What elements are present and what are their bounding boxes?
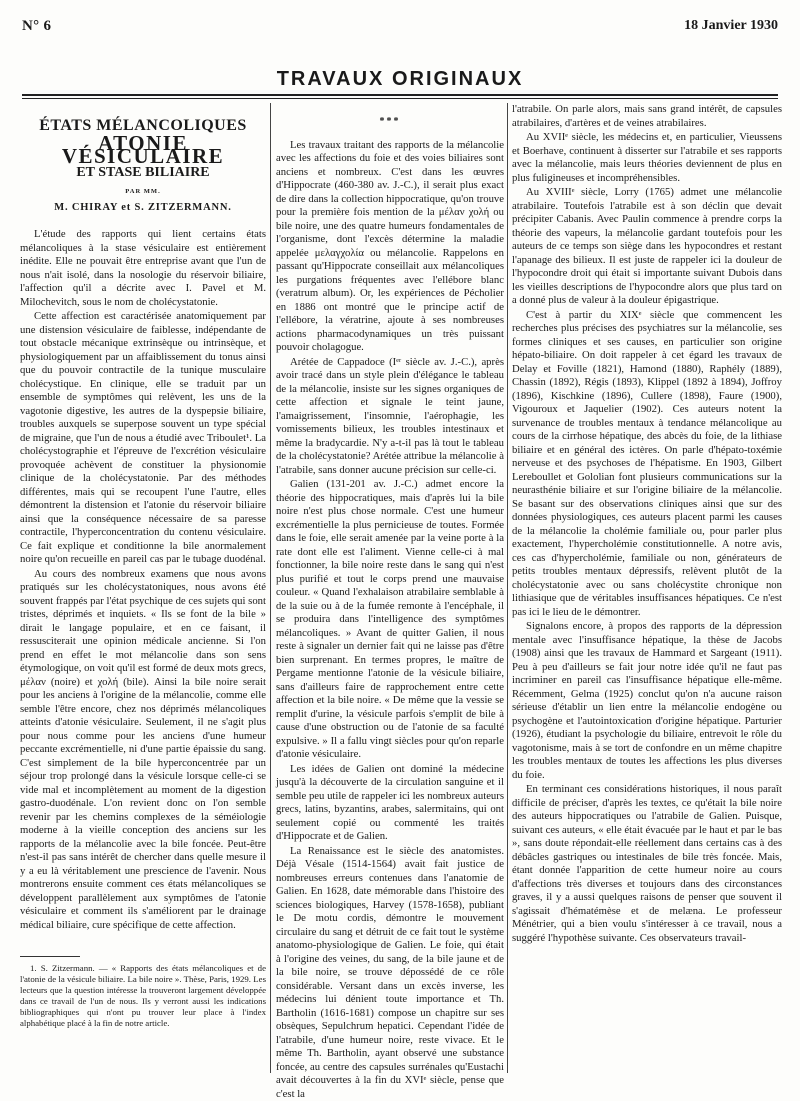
issue-number: N° 6 <box>22 18 51 35</box>
paragraph: Au XVIIIᵉ siècle, Lorry (1765) admet une mélancolie atrabilaire. Toutefois l'atrabile est à son déclin que devait précipiter Cabanis. Avec Paulin commence à prendre corps la théorie des vapeurs, la mélancolie gardant toutefois pour les auteurs de ce temps son siège dans les hypocondres et restant l'apanage des bilieux. Il est juste de rappeler ici la douleur de l'hypocondre droit qui était si importante suivant Dubois dans les vieilles descriptions de l'hypocondre alors que plus tard on a donné plus de valeur à la douleur épigastrique. <box>512 186 782 308</box>
section-rule <box>22 94 778 96</box>
paragraph: C'est à partir du XIXᵉ siècle que commencent les recherches plus précises des psychiatres sur la mélancolie, ses formes cliniques et ses causes, en particulier son origine hépato-biliaire. On doit rappeler à cet égard les travaux de Delay et Foville (1821), Hamond (1880), Raphély (1889), Chassin (1892), Régis (1893), Klippel (1892 à 1894), Joffroy (1896), Kischkine (1896), Cullere (1898), Faure (1900), Vigouroux et Jaquelier (1902). Ces auteurs notent la survenance de troubles mentaux à tendance mélancolique au cours de la cirrhose hépatique, des abcès du foie, de la lithiase biliaire et en général des ictères. On parle d'hépato-toxémie nerveuse et des psychoses de l'hépatisme. En 1903, Gilbert Lereboullet et Gololian font plusieurs communications sur la neurasthénie biliaire et sur l'origine biliaire de la mélancolie. Se basant sur des observations cliniques ainsi que sur des données physiologiques, ces auteurs placent parmi les causes de la mélancolie la cholémie familiale ou, pour parler plus exactement, l'hypercholémie constitutionnelle. A notre avis, ces cas d'hypercholémie, familiale ou non, générateurs de petits troubles mentaux dépressifs, relèvent plutôt de la cholécystatonie avec ou sans cholécystite chronique non lithiasique que de véritables insuffisances hépatiques. Ce n'est pas ici le lieu de le démontrer. <box>512 309 782 620</box>
paragraph: Au cours des nombreux examens que nous avons pratiqués sur les cholécystatoniques, nous avons été souvent frappés par l'état psychique de ces sujets qui sont tristes, déprimés et inquiets. « Ils se font de la bile » dirait le langage populaire, et en ce faisant, il ressusciterait une opinion médicale ancienne. Si l'on prend en effet le mot mélancolie dans son sens étymologique, on voit qu'il est formé de deux mots grecs, μέλαν (noire) et χολή (bile). Ainsi la bile noire serait pour les anciens à l'origine de la mélancolie, comme elle semble l'être encore, chez nos déprimés mélancoliques atteints d'atonie vésiculaire. Seulement, il ne s'agit plus pour nous comme pour les anciens d'une humeur peccante excrémentielle, ni d'une partie épaissie du sang. C'est simplement de la bile hyperconcentrée par un séjour trop prolongé dans la vésicule lorsque celle-ci se vide mal et incomplètement au moment de la digestion gastro-duodénale. L'on revient donc on l'on semble revenir par les chemins complexes de la séméiologie moderne à la vieille conception des anciens sur les rapports de la mélancolie avec la bile foncée. Peut-être n'est-il pas sans intérêt de chercher dans quelle mesure il y a eu là véritablement une prescience de l'avenir. Nous montrerons ensuite comment ces états mélancoliques se développent parallèlement aux symptômes de l'atonie vésiculaire et comment ils s'améliorent par le drainage médical biliaire, cure spécifique de cette affection. <box>20 568 266 933</box>
column-divider <box>270 103 271 1073</box>
paragraph: En terminant ces considérations historiques, il nous paraît difficile de préciser, d'après les textes, ce qu'était la bile noire des auteurs hippocratiques ou l'atrabile de Galien. Puisque, suivant ces auteurs, « elle était évacuée par le haut et par le bas », sans doute répondait-elle réellement dans certains cas à des débâcles gastriques ou intestinales de bile très foncée. Mais, étant donnée l'apparition de cette humeur noire au cours d'affections très diverses et toujours dans des circonstances graves, il y a aussi quelques raisons de penser que souvent il s'agissait d'hématémèse et de melæna. Le professeur Ménétrier, qui a bien voulu s'intéresser à ce travail, nous a suggéré l'hypothèse suivante. Ces observateurs travail- <box>512 783 782 945</box>
paragraph: Cette affection est caractérisée anatomiquement par une distension vésiculaire de faiblesse, indépendante de tout obstacle mécanique extrinsèque ou intrinsèque, et physiologiquement par un affaiblissement du tonus ainsi que du pouvoir contractile de la tunique musculaire cholécystique. En clinique, elle se traduit par un ensemble de symptômes qui relèvent, les uns de la vagotonie digestive, les autres de la dyspepsie biliaire, troubles auxquels se superpose souvent un type spécial de migraine, que l'un de nous a étudié avec Triboulet¹. La cholécystographie et l'épreuve de l'excrétion vésiculaire provoquée achèvent de constituer la physionomie clinique de la cholécystatonie. Par des méthodes différentes, mais qui se recoupent l'une l'autre, elles démontrent la distension et l'atonie du réservoir biliaire ainsi que la conséquence nécessaire de sa paresse contractile, l'hyperconcentration du contenu vésiculaire. Ce fait explique et conditionne la bile anormalement noire qu'on recueille en pareil cas par le tubage duodénal. <box>20 310 266 567</box>
article-title-line-1: ÉTATS MÉLANCOLIQUES <box>20 119 266 133</box>
paragraph: L'étude des rapports qui lient certains états mélancoliques à la stase vésiculaire est entièrement inédite. Elle ne pouvait être entreprise avant que l'un de nous n'ait isolé, dans la nosologie du réservoir biliaire, l'affection qu'il a décrite avec I. Pavel et M. Milochevitch, sous le nom de cholécystatonie. <box>20 228 266 309</box>
issue-date: 18 Janvier 1930 <box>684 18 778 34</box>
paragraph: Arétée de Cappadoce (Iᵉʳ siècle av. J.-C.), après avoir tracé dans un style plein d'élégance le tableau de la mélancolie, insiste sur les signes organiques de cette affection et signale le teint jaune, l'amaigrissement, l'insomnie, l'aérophagie, les vomissements bilieux, les troubles intestinaux et même la bradycardie. N'y a-t-il pas là tout le tableau de la cholécystatonie? Arétée attribue la mélancolie à l'atrabile, sans donner aucune précision sur celle-ci. <box>276 356 504 478</box>
paragraph: Galien (131-201 av. J.-C.) admet encore la théorie des hippocratiques, mais d'après lui la bile noire n'est plus chose normale. C'est une humeur excrémentielle la plus pernicieuse de toutes. Formée dans le foie, elle serait amenée par la veine porte à la rate dont elle est l'aliment. Vienne celle-ci à mal fonctionner, la bile noire reste dans le sang qui n'est plus purifié et tout le corps prend une mauvaise couleur. « Quand l'exhalaison atrabilaire semblable à de la suie ou à de la fumée remonte à l'encéphale, il se produira dans l'intelligence des symptômes mélancoliques. » Avant de quitter Galien, il nous reste à signaler un dernier fait qui ne laisse pas d'être bien surprenant. En termes propres, le maître de Pergame mentionne l'atonie de la vésicule biliaire, sans d'ailleurs faire de rapprochement entre cette affection et la bile noire. « De même que la vessie se remplit d'urine, la vésicule parfois s'emplit de bile à cause d'une obstruction ou de l'atonie de sa faculté expulsive. » Il a fallu vingt siècles pour qu'on reparle d'atonie vésiculaire. <box>276 478 504 762</box>
page-header <box>22 18 778 40</box>
byline-authors: M. CHIRAY et S. ZITZERMANN. <box>20 201 266 215</box>
byline-prefix: PAR MM. <box>20 185 266 199</box>
article-title-line-3: ET STASE BILIAIRE <box>20 166 266 180</box>
column-3 <box>512 103 782 1078</box>
column-1 <box>20 103 266 1078</box>
section-rule-thin <box>22 98 778 99</box>
column-2 <box>276 103 504 1078</box>
paragraph: Signalons encore, à propos des rapports de la dépression mentale avec l'insuffisance hépatique, la thèse de Jacobs (1908) ainsi que les travaux de Hammard et Sargeant (1911). Peu à peu d'ailleurs se fait jour notre idée qu'il ne faut pas incriminer en pareil cas l'insuffisance hépatique elle-même. Récemment, Gelma (1925) conclut qu'on n'a aucune raison sérieuse d'établir un lien entre la mélancolie endogène ou psychogène et l'autointoxication d'origine hépatique. Parturier (1926), étudiant la psychologie du biliaire, entrevoit le rôle du vagotonisme, mais à se tort de confondre en un même chapitre les troubles mentaux de toutes les affections les plus diverses du foie. <box>512 620 782 782</box>
paragraph: Au XVIIᵉ siècle, les médecins et, en particulier, Vieussens et Boerhave, continuent à disserter sur l'atrabile et ses rapports avec la mélancolie, mais leurs théories deviennent de plus en plus fuligineuses et incompréhensibles. <box>512 131 782 185</box>
paragraph: La Renaissance est le siècle des anatomistes. Déjà Vésale (1514-1564) avait fait justice de nombreuses erreurs contenues dans l'anatomie de Galien. En 1628, date mémorable dans l'histoire des sciences biologiques, Harvey (1578-1658), publiant le De motu cordis, démontre le mouvement circulaire du sang et détruit de ce fait tout le système anatomo-physiologique de Galien. Le foie, qui était à l'origine des veines, du sang, de la bile jaune et de la bile noire, se trouve dépossédé de ce rôle considérable. Versant dans un excès inverse, les médecins lui dénient toute importance et Th. Bartholin (1616-1681) compose un chapitre sur ses obsèques, Sepulchrum hepatici. Cependant l'idée de l'atrabile, d'une humeur noire, reste vivace. Et le même Th. Bartholin, ayant observé une substance foncée, au centre des capsules surrénales qu'Eustachi avait découvertes à la fin du XVIᵉ siècle, pense que c'est la <box>276 845 504 1101</box>
column-divider <box>507 103 508 1073</box>
paragraph: Les travaux traitant des rapports de la mélancolie avec les affections du foie et des voies biliaires sont anciens et nombreux. C'est dans les œuvres d'Hippocrate (460-380 av. J.-C.), il serait plus exact de dire dans la collection hippocratique, qu'on trouve pour la première fois mention de la μέλαν χολή ou bile noire, une des quatre humeurs fondamentales de l'organisme, dont l'excès détermine la maladie appelée μελαγχολία ou mélancolie. Rappelons en passant qu'Hippocrate conseillait aux mélancoliques les purgations fréquentes avec l'ellébore blanc (veratrum album). Or, les expériences de Pécholier en 1886 ont montré que le principe actif de l'ellébore, la vératrine, ajoute à ses nombreuses actions pharmacodynamiques un très puissant pouvoir cholagogue. <box>276 139 504 355</box>
paragraph: l'atrabile. On parle alors, mais sans grand intérêt, de capsules atrabilaires, d'artères et de veines atrabilaires. <box>512 103 782 130</box>
paragraph: Les idées de Galien ont dominé la médecine jusqu'à la découverte de la circulation sanguine et il semble peu utile de rappeler ici les nombreux auteurs grecs, latins, byzantins, arabes, salermitains, qui ont seulement copié ou commenté les traités d'Hippocrate et de Galien. <box>276 763 504 844</box>
article-title-line-2: ATONIE VÉSICULAIRE <box>20 137 266 164</box>
section-title: TRAVAUX ORIGINAUX <box>0 68 800 91</box>
footnote: 1. S. Zitzermann. — « Rapports des états mélancoliques et de l'atonie de la vésicule biliaire. La bile noire ». Thèse, Paris, 1929. Les lecteurs que la question intéresse la trouveront largement développée dans ce travail de l'un de nous. Ils y verront aussi les indications bibliographiques qui n'ont pu trouver leur place à l'index alphabétique placé à la fin de notre article. <box>20 963 266 1029</box>
footnote-rule <box>20 956 80 957</box>
asterism: *** <box>276 115 504 129</box>
